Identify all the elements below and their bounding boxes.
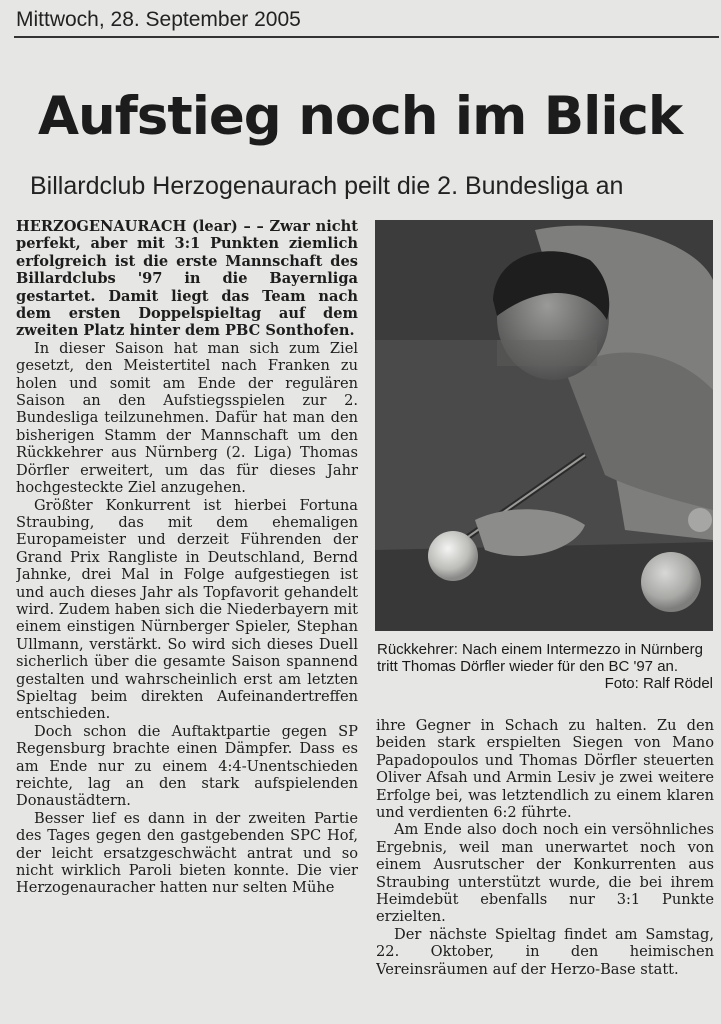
article-column-1 bbox=[16, 218, 358, 1024]
article-lead: Zwar nicht perfekt, aber mit 3:1 Punkten ziemlich erfolgreich ist die erste Mannschaft des Billardclubs '97 in die Bayernliga gestartet. Damit liegt das Team nach dem ersten Doppelspieltag auf dem zweiten Platz hinter dem PBC Sonthofen. bbox=[16, 218, 358, 340]
article-paragraph: Größter Konkurrent ist hierbei Fortuna Straubing, das mit dem ehemaligen Europameister und derzeit Führenden der Grand Prix Rangliste in Deutschland, Bernd Jahnke, drei Mal in Folge aufgestiegen ist und auch dieses Jahr als Topfavorit gehandelt wird. Zudem haben sich die Niederbayern mit einem einstigen Nürnberger Spieler, Stephan Ullmann, verstärkt. So wird sich dieses Duell sicherlich über die gesamte Saison spannend gestalten und wahrscheinlich erst am letzten Spieltag beim direkten Aufeinandertreffen entschieden. bbox=[16, 496, 358, 723]
article-paragraph: Der nächste Spieltag findet am Samstag, 22. Oktober, in den heimischen Vereinsräumen auf der Herzo-Base statt. bbox=[376, 925, 714, 978]
article-dateline-label: HERZOGENAURACH (lear) – – bbox=[16, 218, 264, 235]
article-column-2 bbox=[376, 717, 714, 1024]
article-paragraph: Doch schon die Auftaktpartie gegen SP Regensburg brachte einen Dämpfer. Dass es am Ende nur zu einem 4:4-Unentschieden reichte, lag an den stark aufspielenden Donaustädtern. bbox=[16, 722, 358, 810]
dateline: Mittwoch, 28. September 2005 bbox=[16, 8, 301, 31]
article-paragraph: In dieser Saison hat man sich zum Ziel gesetzt, den Meistertitel nach Franken zu holen und somit am Ende der regulären Saison an den Aufstiegsspielen zur 2. Bundesliga teilzunehmen. Dafür hat man den bisherigen Stamm der Mannschaft um den Rückkehrer aus Nürnberg (2. Liga) Thomas Dörfler erweitert, um das für dieses Jahr hochgesteckte Ziel anzugehen. bbox=[16, 339, 358, 497]
photo-caption bbox=[377, 641, 713, 692]
billiard-player-photo bbox=[375, 220, 713, 631]
photo-caption-text: Rückkehrer: Nach einem Intermezzo in Nürnberg tritt Thomas Dörfler wieder für den BC '97 an. bbox=[377, 641, 703, 675]
article-lead-paragraph bbox=[16, 218, 358, 340]
article-paragraph: Am Ende also doch noch ein versöhnliches Ergebnis, weil man unerwartet noch von einem Ausrutscher der Konkurrenten aus Straubing unterstützt wurde, die bei ihrem Heimdebüt ebenfalls nur 3:1 Punkte erzielten. bbox=[376, 821, 714, 926]
headline: Aufstieg noch im Blick bbox=[38, 86, 683, 147]
article-photo bbox=[375, 220, 713, 631]
dateline-rule bbox=[14, 36, 719, 38]
subheadline: Billardclub Herzogenaurach peilt die 2. Bundesliga an bbox=[30, 172, 624, 200]
article-paragraph: Besser lief es dann in der zweiten Partie des Tages gegen den gastgebenden SPC Hof, der leicht ersatzgeschwächt antrat und so nicht wirklich Paroli bieten konnte. Die vier Herzogenauracher hatten nur selten Mühe bbox=[16, 809, 358, 897]
article-paragraph: ihre Gegner in Schach zu halten. Zu den beiden stark erspielten Siegen von Mano Papadopoulos und Thomas Dörfler steuerten Oliver Afsah und Armin Lesiv je zwei weitere Erfolge bei, was letztendlich zu einem klaren und verdienten 6:2 führte. bbox=[376, 717, 714, 822]
photo-credit: Foto: Ralf Rödel bbox=[604, 675, 713, 692]
